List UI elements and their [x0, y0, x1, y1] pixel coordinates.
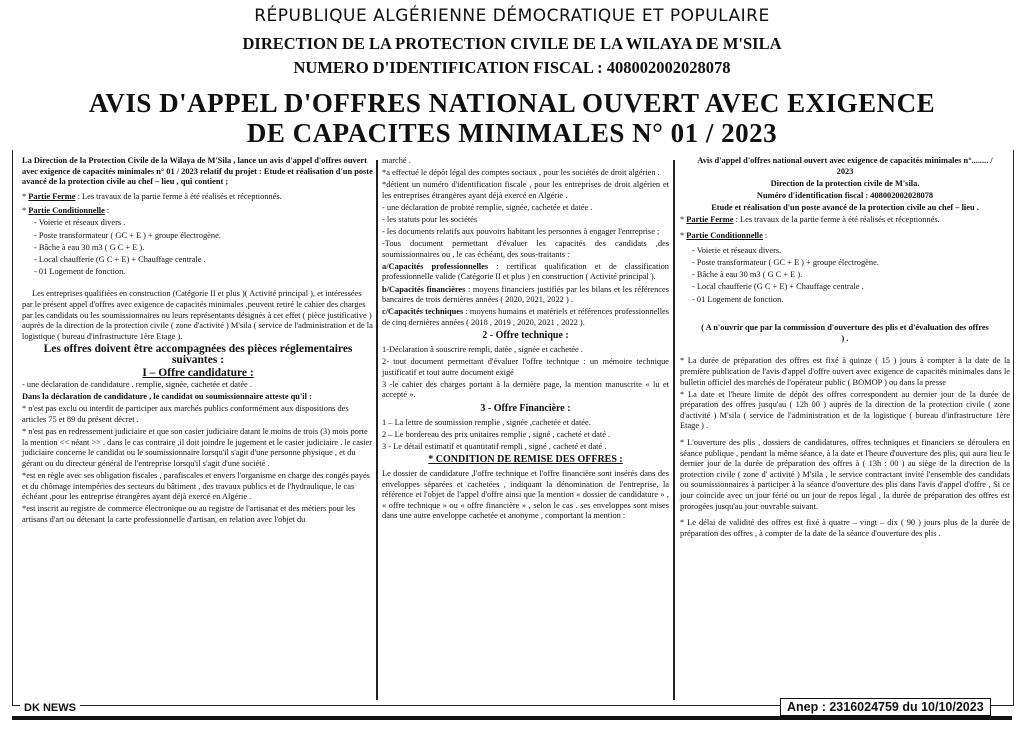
partie-conditionnelle: * Partie Conditionnelle :	[22, 206, 110, 216]
partie-ferme: * Partie Ferme : Les travaux de la partie ferme à été réalisés et réceptionnés.	[680, 214, 940, 224]
paragraph: * L'ouverture des plis , dossiers de candidatures, offres techniques et financiers se déroulera en séance publique , pendant la même séance, à la date et l'heure d'ouverture des plis, qui aura lieu le dernier jour de la durée de préparation des offres à ( 13h : 00 ) au siège de la direction de la protection civile ( zone d' activité ) M'sila , le service contractant invité l'ensemble des candidats ou soumissionnaires à participer à la séance d'ouverture des plis dans l'avis d'appel d'offre , Si ce jour coïncide avec un jour férié ou un jour de repos légal , la durée de préparation des offres est prorogées jusqu'au jour ouvrable suivant.	[680, 437, 1010, 511]
list-item: 2 – Le bordereau des prix unitaires remplie , signé , cacheté et daté .	[382, 429, 611, 439]
label: b/Capacités financières	[382, 284, 466, 294]
capacites-financieres	[382, 285, 669, 306]
footer-rule	[12, 716, 1012, 720]
list-item: - les documents relatifs aux pouvoirs habitant les personnes à engager l'entreprise ;	[382, 227, 660, 237]
list-item: - Local chaufferie (G C + E) + Chauffage centrale .	[34, 254, 206, 264]
header-republic: RÉPUBLIQUE ALGÉRIENNE DÉMOCRATIQUE ET POPULAIRE	[254, 6, 770, 26]
notice-title-line2: DE CAPACITES MINIMALES N° 01 / 2023	[246, 118, 778, 148]
list-item: - Bâche à eau 30 m3 ( G C + E ).	[34, 242, 145, 252]
partie-ferme: * Partie Ferme : Les travaux de la partie ferme à été réalisés et réceptionnés.	[22, 191, 282, 201]
list-item: - les statuts pour les sociétés	[382, 214, 478, 224]
partie-conditionnelle-label: Partie Conditionnelle	[28, 206, 105, 216]
list-item: 1 – La lettre de soumission remplie , signée ,cachetée et datée.	[382, 417, 591, 427]
offre-technique-heading: 2 - Offre technique :	[482, 330, 569, 342]
offre-financiere-heading: 3 - Offre Financière :	[480, 402, 571, 414]
partie-ferme-text: : Les travaux de la partie ferme à été réalisés et réceptionnés.	[75, 191, 282, 201]
partie-ferme-text: : Les travaux de la partie ferme à été réalisés et réceptionnés.	[733, 214, 940, 224]
list-item: - 01 Logement de fonction.	[692, 294, 784, 304]
list-item: marché .	[382, 156, 411, 165]
list-item: 3 - Le détail estimatif et quantitatif rempli , signé , cacheté et daté .	[382, 441, 607, 451]
list-item: -Tous document permettant d'évaluer les capacités des candidats ,des soumissionnaires ou , le cas échéant, des sous-traitants :	[382, 239, 669, 259]
capacites-professionnelles	[382, 262, 669, 283]
list-item: Dans la déclaration de candidature , le candidat ou soumissionnaire atteste qu'il :	[22, 392, 312, 402]
header-nif: NUMERO D'IDENTIFICATION FISCAL : 408002002028078	[293, 58, 731, 77]
envelope-projet: Etude et réalisation d'un poste avancé de la protection civile au chef – lieu .	[711, 202, 979, 212]
envelope-title: Avis d'appel d'offres national ouvert avec exigence de capacités minimales n°........ / 2023	[697, 156, 993, 176]
partie-conditionnelle-label: Partie Conditionnelle	[686, 230, 763, 240]
entreprises-paragraph: Les entreprises qualifiées en construction (Catégorie II et plus )( Activité principal ), et intéressées par le présent appel d'offres avec exigence de capacités minimales ,peuvent retiré le cahier des charges par les candidats ou les soumissionnaires ou leurs représentants désignés à cet effet ( pièce justificative ) auprès de la direction de la protection civile ( zone d'activité ) M'sila ( service de l'administration et de la logistique ( bureau d'infrastructure 1ère Etage ).	[22, 289, 373, 341]
notice-title-line1: AVIS D'APPEL D'OFFRES NATIONAL OUVERT AVEC EXIGENCE	[88, 88, 936, 118]
list-item: - Bâche à eau 30 m3 ( G C + E ).	[692, 270, 803, 280]
publication-name: DK NEWS	[20, 702, 80, 714]
list-item: 2- tout document permettant d'évaluer l'offre technique : un mémoire technique justificatif et tout autre document exigé	[382, 357, 669, 377]
list-item: * n'est pas en redressement judiciaire et que son casier judiciaire datant le moins de trois (3) mois porte la mention << néant >> . dans le cas contraire ,il doit joindre le jugement et le casier judiciaire . le casier judiciaire concerne le candidat ou le soumissionnaire lorsqu'il s'agit d'une personne physique , et du gérant ou du directeur général de l'entreprise lorsqu'il s'agit d'une société .	[22, 427, 373, 468]
list-item: *est en règle avec ses obligation fiscales , parafiscales et envers l'organisme en charge des congés payés et du chômage intempéries des secteurs du bâtiment , des travaux publics et de l'hydraulique, le cas échéant ,pour les entreprise étrangères ayant déjà exercé en Algérie .	[22, 470, 370, 502]
paragraph: * Le délai de validité des offres est fixé à quatre – vingt – dix ( 90 ) jours plus de la durée de préparation des offres , à compter de la date de la séance d'ouverture des plis .	[680, 518, 1010, 538]
partie-conditionnelle: * Partie Conditionnelle :	[680, 230, 768, 240]
column-divider	[376, 160, 378, 700]
capacites-techniques	[382, 307, 669, 328]
list-item: - 01 Logement de fonction.	[34, 266, 126, 276]
column-3	[680, 156, 1010, 541]
remise-paragraph: Le dossier de candidature ,l'offre technique et l'offre financière sont insérés dans des enveloppes séparées et cachetées , indiquant la dénomination de l'entreprise, la référence et l'objet de l'appel d'offre ainsi que la mention « dossier de candidature » , « offre technique » ou « offre financière » , selon le cas . ses enveloppes sont mises dans une autre enveloppe cachetée et anonyme , comportant la mention :	[382, 468, 669, 521]
header-direction: DIRECTION DE LA PROTECTION CIVILE DE LA WILAYA DE M'SILA	[242, 34, 782, 53]
list-item: - Poste transformateur ( GC + E ) + groupe électrogène.	[692, 258, 879, 268]
column-divider	[673, 160, 675, 700]
list-item: - une déclaration de candidature . remplie, signée, cachetée et datée .	[22, 380, 252, 390]
text: : certificat qualification et de classification professionnelle valide (Catégorie II et plus ) en construction ( Activité principal ).	[382, 261, 669, 282]
intro-paragraph: La Direction de la Protection Civile de la Wilaya de M'Sila , lance un avis d'appel d'offres ouvert avec exigence de capacités minimales n° 01 / 2023 relatif du projet : Etude et réalisation d'un poste avancé de la protection civile au chef – lieu , qui contient ;	[22, 156, 373, 187]
list-item: - Voierie et réseaux divers.	[692, 246, 782, 256]
pieces-heading: Les offres doivent être accompagnées des pièces réglementaires suivantes :	[43, 343, 353, 366]
paragraph: * La date et l'heure limite de dépôt des offres correspondent au dernier jour de la durée de préparation des offres jusqu'au ( 12h 00 ) auprès de la direction de la protection civile ( zone d'activité ) M'sila ( service de l'administration et de la logistique ( bureau d'infrastructure 1ère Etage ) .	[680, 389, 1010, 431]
list-item: - une déclaration de probité remplie, signée, cachetée et datée .	[382, 202, 593, 212]
list-item: *est inscrit au registre de commerce électronique ou au registre de l'artisanat et des métiers pour les artisans d'art ou détenant la carte professionnelle d'artisan, en relation avec l'objet du	[22, 504, 356, 524]
text: : moyens financiers justifiés par les bilans et les références bancaires de trois dernières années ( 2020, 2021, 2022 ) .	[382, 284, 669, 305]
anep-reference: Anep : 2316024759 du 10/10/2023	[780, 698, 991, 716]
envelope-nif: Numéro d'identification fiscal : 408002002028078	[756, 190, 934, 200]
envelope-direction: Direction de la protection civile de M'sila.	[770, 178, 920, 188]
label: c/Capacités techniques	[382, 307, 464, 317]
partie-ferme-label: Partie Ferme	[686, 214, 734, 224]
list-item: * n'est pas exclu ou interdit de participer aux marchés publics conformément aux dispositions des articles 75 et 89 du présent décret .	[22, 404, 349, 424]
list-item: *détient un numéro d'identification fiscale , pour les entreprises de droit algérien et les entreprises étrangères ayant déjà exercé en Algérie .	[382, 180, 669, 200]
column-2	[382, 156, 669, 523]
list-item: - Local chaufferie (G C + E) + Chauffage centrale .	[692, 282, 864, 292]
text: : moyens humains et matériels et références professionnelles de cinq dernières années ( 2018 , 2019 , 2020, 2021 , 2022 ).	[382, 307, 669, 327]
ouvrir-notice: ( A n'ouvrir que par la commission d'ouverture des plis et d'évaluation des offres ) .	[701, 323, 989, 343]
partie-ferme-label: Partie Ferme	[28, 191, 76, 201]
list-item: - Voierie et réseaux divers .	[34, 218, 126, 228]
list-item: 1-Déclaration à souscrire rempli, datée , signée et cachetée .	[382, 345, 583, 354]
condition-remise-heading: * CONDITION DE REMISE DES OFFRES :	[428, 454, 623, 466]
column-1	[22, 156, 374, 527]
label: a/Capacités professionnelles	[382, 261, 489, 271]
list-item: *a effectué le dépôt légal des comptes sociaux , pour les sociétés de droit algérien .	[382, 168, 660, 178]
offre-candidature-heading: I – Offre candidature :	[142, 366, 254, 379]
paragraph: * La durée de préparation des offres est fixé à quinze ( 15 ) jours à compter à la date de la première publication de l'avis d'appel d'offre ouvert avec exigence de capacités minimales dans le bulletin officiel des marchés de l'opérateur public ( BOMOP ) ou dans la presse	[680, 356, 1010, 387]
list-item: 3 -le cahier des charges portant à la dernière page, la mention manuscrite « lu et accepté ».	[382, 379, 669, 400]
list-item: - Poste transformateur ( GC + E ) + groupe électrogène.	[34, 230, 221, 240]
